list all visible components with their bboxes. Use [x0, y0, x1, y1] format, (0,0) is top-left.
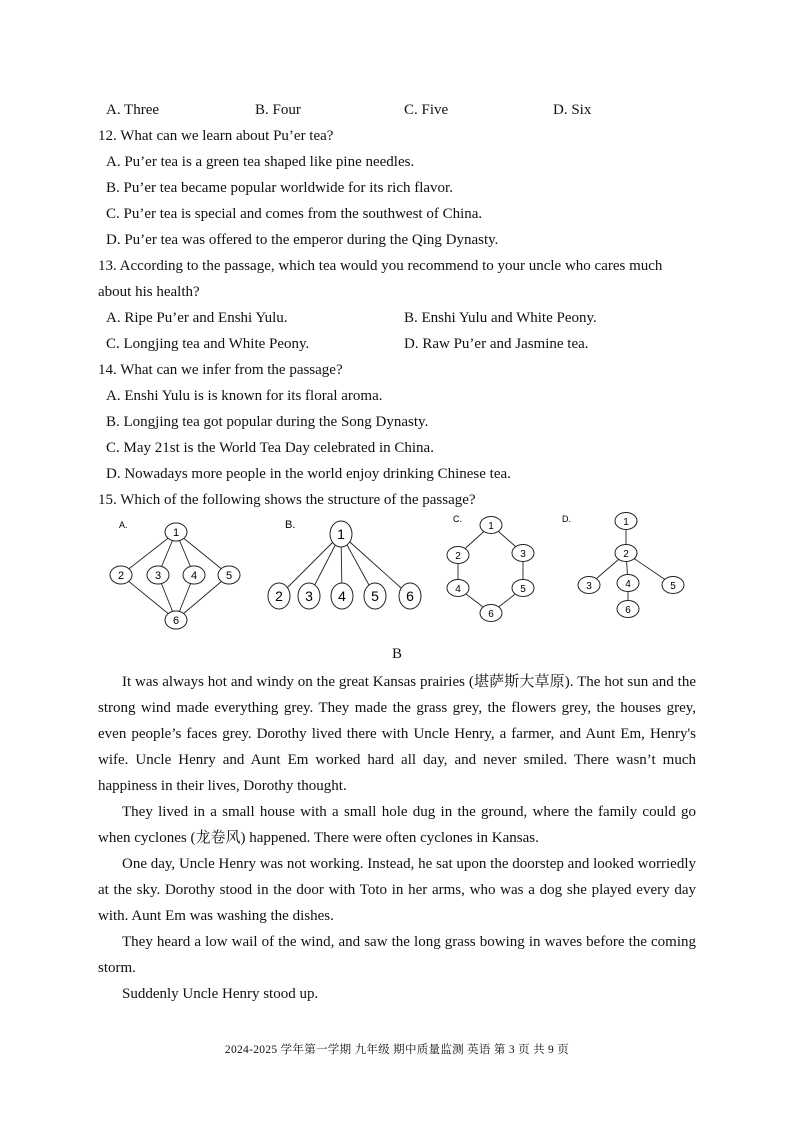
- diagram-c: [447, 514, 534, 622]
- passage-paragraph: They heard a low wail of the wind, and saw the long grass bowing in waves before the coming storm.: [98, 934, 696, 976]
- q12-option-d: D. Pu’er tea was offered to the emperor during the Qing Dynasty.: [106, 232, 499, 248]
- svg-text:4: 4: [338, 588, 346, 604]
- svg-text:1: 1: [172, 527, 180, 539]
- q13-option-c: C. Longjing tea and White Peony.: [106, 336, 310, 352]
- diagram-c-node-3: [512, 545, 534, 562]
- diagram-c-node-1: [480, 517, 502, 534]
- diagram-d-node-1: [615, 513, 637, 530]
- svg-text:6: 6: [625, 605, 631, 616]
- diagram-c-node-5: [512, 580, 534, 597]
- svg-text:5: 5: [520, 584, 526, 595]
- svg-text:4: 4: [190, 570, 198, 582]
- q12-option-b: B. Pu’er tea became popular worldwide for its rich flavor.: [106, 180, 453, 196]
- diagram-d-node-6: [617, 601, 639, 618]
- passage-paragraph: They lived in a small house with a small hole dug in the ground, where the family could go when cyclones (龙卷风) happened. There were often cyclones in Kansas.: [98, 804, 696, 846]
- svg-text:5: 5: [225, 570, 233, 582]
- q14-option-c: C. May 21st is the World Tea Day celebrated in China.: [106, 440, 434, 456]
- q12-option-c: C. Pu’er tea is special and comes from the southwest of China.: [106, 206, 483, 222]
- page-footer: 2024-2025 学年第一学期 九年级 期中质量监测 英语 第 3 页 共 9 页: [224, 1044, 570, 1056]
- diagram-b-node-1: [330, 521, 352, 547]
- diagram-d-node-2: [615, 545, 637, 562]
- diagram-b-node-4: [331, 583, 353, 609]
- section-b-heading: B: [391, 646, 402, 662]
- svg-text:4: 4: [625, 579, 631, 590]
- q13-option-d: D. Raw Pu’er and Jasmine tea.: [404, 336, 589, 352]
- svg-text:2: 2: [623, 549, 629, 560]
- q13-option-a: A. Ripe Pu’er and Enshi Yulu.: [106, 310, 288, 326]
- svg-text:3: 3: [586, 581, 592, 592]
- svg-text:1: 1: [488, 521, 494, 532]
- q14-option-b: B. Longjing tea got popular during the Song Dynasty.: [106, 414, 429, 430]
- q12-stem: 12. What can we learn about Pu’er tea?: [98, 128, 334, 144]
- q11-option-d: D. Six: [553, 102, 592, 118]
- passage-paragraph: One day, Uncle Henry was not working. Instead, he sat upon the doorstep and looked worriedly at the sky. Dorothy stood in the door with Toto in her arms, who was a dog she played every day with. Aunt Em was washing the dishes.: [98, 856, 696, 924]
- diagram-c-node-2: [447, 547, 469, 564]
- diagram-c-node-6: [480, 605, 502, 622]
- svg-text:3: 3: [520, 549, 526, 560]
- passage-paragraph: It was always hot and windy on the great Kansas prairies (堪萨斯大草原). The hot sun and the strong wind made everything grey. They made the grass grey, the flowers grey, the houses grey, even people’s faces grey. Dorothy lived there with Uncle Henry, a farmer, and Aunt Em, Henry's wife. Uncle Henry and Aunt Em worked hard all day, and never smiled. There wasn’t much happiness in their lives, Dorothy thought.: [98, 674, 696, 794]
- diagram-c-label: C.: [453, 514, 462, 524]
- diagram-b: [268, 519, 421, 609]
- diagram-b-node-5: [364, 583, 386, 609]
- diagram-b-node-2: [268, 583, 290, 609]
- diagram-a: [110, 520, 240, 629]
- q11-option-c: C. Five: [404, 102, 449, 118]
- svg-text:6: 6: [172, 615, 180, 627]
- diagram-a-node-6: [165, 611, 187, 629]
- diagram-b-node-3: [298, 583, 320, 609]
- q12-option-a: A. Pu’er tea is a green tea shaped like pine needles.: [106, 154, 415, 170]
- diagram-a-node-4: [183, 566, 205, 584]
- diagram-d-node-3: [578, 577, 600, 594]
- q14-stem: 14. What can we infer from the passage?: [98, 362, 343, 378]
- diagram-d-label: D.: [562, 514, 571, 524]
- passage-paragraph: Suddenly Uncle Henry stood up.: [122, 986, 319, 1002]
- q11-option-a: A. Three: [106, 102, 160, 118]
- svg-text:5: 5: [371, 588, 379, 604]
- q13-stem-line1: 13. According to the passage, which tea would you recommend to your uncle who cares much: [98, 258, 663, 274]
- q14-option-a: A. Enshi Yulu is is known for its floral aroma.: [106, 388, 383, 404]
- svg-text:2: 2: [455, 551, 461, 562]
- svg-text:4: 4: [455, 584, 461, 595]
- diagram-a-node-2: [110, 566, 132, 584]
- svg-text:1: 1: [337, 526, 345, 542]
- diagram-c-node-4: [447, 580, 469, 597]
- svg-text:2: 2: [275, 588, 283, 604]
- structure-diagrams: [0, 510, 794, 635]
- diagram-b-label: B.: [285, 519, 296, 531]
- diagram-d: [562, 513, 684, 618]
- svg-text:6: 6: [406, 588, 414, 604]
- q15-stem: 15. Which of the following shows the structure of the passage?: [98, 492, 476, 508]
- svg-text:3: 3: [305, 588, 313, 604]
- svg-text:3: 3: [154, 570, 162, 582]
- diagram-a-node-5: [218, 566, 240, 584]
- diagram-b-node-6: [399, 583, 421, 609]
- svg-text:2: 2: [117, 570, 125, 582]
- q11-option-b: B. Four: [255, 102, 301, 118]
- svg-text:5: 5: [670, 581, 676, 592]
- diagram-d-node-5: [662, 577, 684, 594]
- diagram-a-node-3: [147, 566, 169, 584]
- q13-stem-line2: about his health?: [98, 284, 200, 300]
- diagram-a-node-1: [165, 523, 187, 541]
- svg-text:1: 1: [623, 517, 629, 528]
- svg-text:6: 6: [488, 609, 494, 620]
- diagram-d-node-4: [617, 575, 639, 592]
- q14-option-d: D. Nowadays more people in the world enjoy drinking Chinese tea.: [106, 466, 511, 482]
- diagram-a-label: A.: [119, 520, 128, 530]
- q13-option-b: B. Enshi Yulu and White Peony.: [404, 310, 597, 326]
